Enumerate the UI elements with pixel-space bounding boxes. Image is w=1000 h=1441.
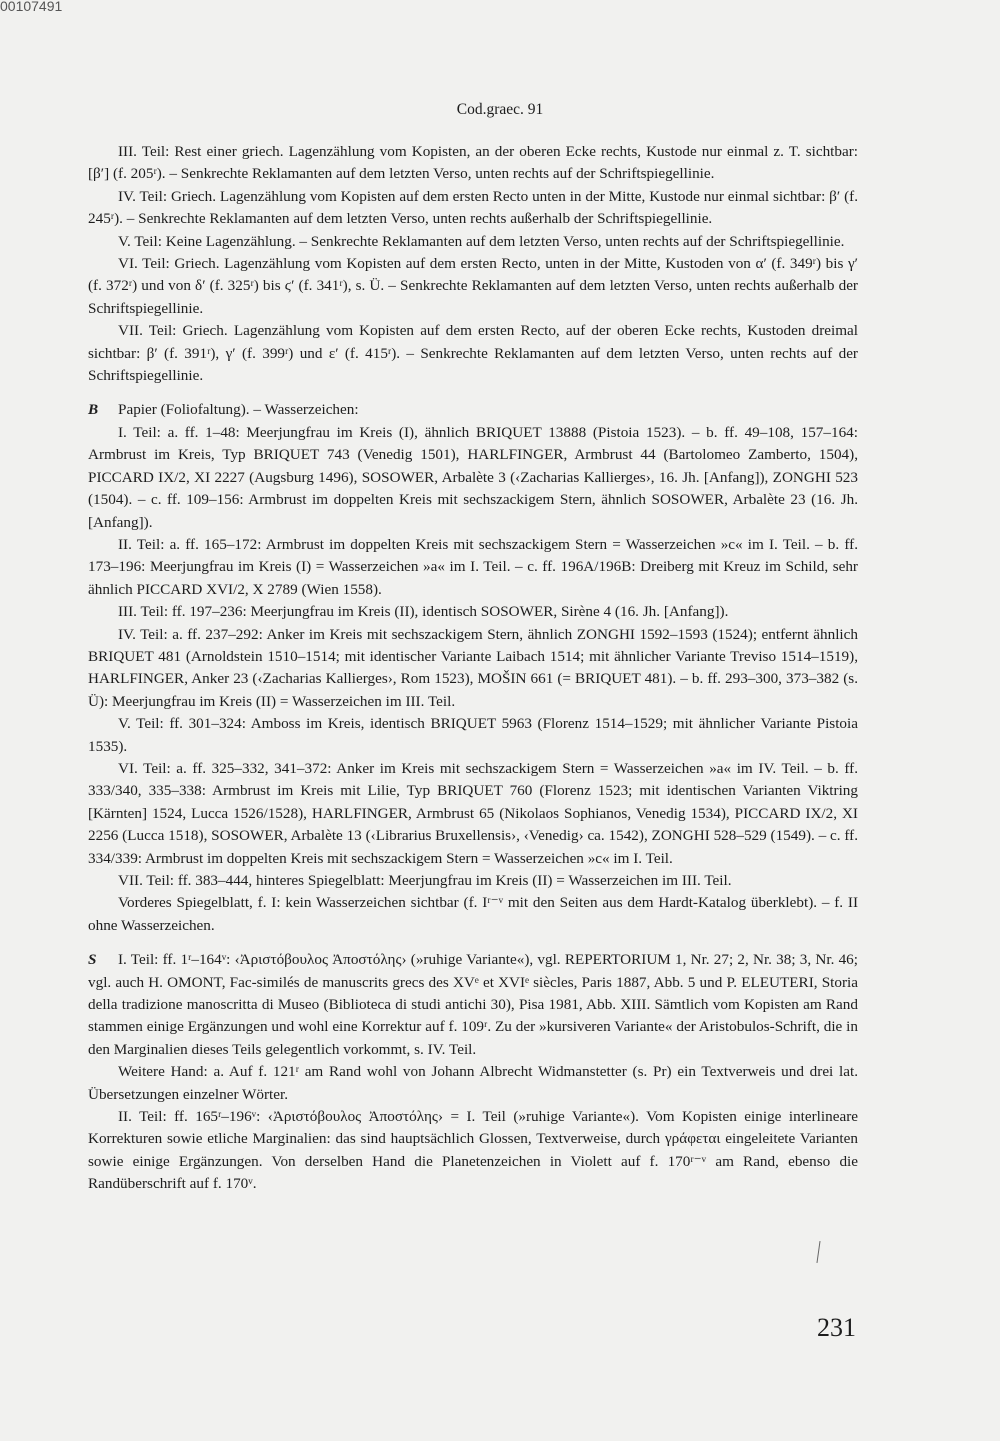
paragraph: VI. Teil: a. ff. 325–332, 341–372: Anker im Kreis mit sechszackigem Stern = Wasserzeichen »a« im IV. Teil. – b. ff. 333/340, 335–338: Armbrust im Kreis mit Lilie, Typ BRIQUET 760 (Florenz 1523; mit identischen Varianten Viktring [Kärnten] 1524, Lucca 1526/1528), HARLFINGER, Armbrust 65 (Nikolaos Sophianos, Venedig 1534), PICCARD IX/2, XI 2256 (Lucca 1518), SOSOWER, Arbalète 13 (‹Librarius Bruxellensis›, ‹Venedig› ca. 1542), ZONGHI 528–529 (1549). – c. ff. 334/339: Armbrust im doppelten Kreis mit sechszackigem Stern = Wasserzeichen »c« im I. Teil. — [88, 759, 858, 867]
paragraph: VII. Teil: ff. 383–444, hinteres Spiegelblatt: Meerjungfrau im Kreis (II) = Wasserzeichen im III. Teil. — [118, 872, 732, 889]
section-b-head-text: Papier (Foliofaltung). – Wasserzeichen: — [118, 401, 359, 419]
page-number: 231 — [817, 1313, 856, 1342]
paragraph: V. Teil: Keine Lagenzählung. – Senkrechte Reklamanten auf dem letzten Verso, unten rechts auf der Schriftspiegellinie. — [118, 232, 845, 250]
pencil-mark — [816, 1241, 820, 1263]
paragraph: III. Teil: ff. 197–236: Meerjungfrau im Kreis (II), identisch SOSOWER, Sirène 4 (16. Jh. [Anfang]). — [118, 603, 729, 621]
section-b-heading — [88, 399, 858, 421]
paragraph: III. Teil: Rest einer griech. Lagenzählung vom Kopisten, an der oberen Ecke rechts, Kustode nur einmal z. T. sichtbar: [β′] (f. 205ʳ). – Senkrechte Reklamanten auf dem letzten Verso, unten rechts auf der Schriftspiegellinie. — [88, 143, 858, 183]
section-letter-s: S — [88, 951, 97, 969]
paragraph: I. Teil: a. ff. 1–48: Meerjungfrau im Kreis (I), ähnlich BRIQUET 13888 (Pistoia 1523). – b. ff. 49–108, 157–164: Armbrust im Kreis, Typ BRIQUET 743 (Venedig 1501), HARLFINGER, Armbrust 44 (Bartolomeo Zamberto, 1504), PICCARD IX/2, XI 2227 (Augsburg 1496), SOSOWER, Arbalète 3 (‹Zacharias Kallierges›, 16. Jh. [Anfang]), ZONGHI 523 (1504). – c. ff. 109–156: Armbrust im doppelten Kreis mit sechszackigem Stern, ähnlich SOSOWER, Arbalète 23 (16. Jh. [Anfang]). — [88, 423, 858, 531]
paragraph: II. Teil: ff. 165ʳ–196ᵛ: ‹Ἀριστόβουλος Ἀποστόλης› = I. Teil (»ruhige Variante«). Vom Kopisten einige interlineare Korrekturen sowie etliche Marginalien: das sind hauptsächlich Glossen, Textverweise, durch γράφεται eingeleitete Varianten sowie einige Ergänzungen. Von derselben Hand die Planetenzeichen in Violett auf f. 170ʳ⁻ᵛ am Rand, ebenso die Randüberschrift auf f. 170ᵛ. — [88, 1108, 858, 1193]
paragraph: IV. Teil: Griech. Lagenzählung vom Kopisten auf dem ersten Recto unten in der Mitte, Kustode nur einmal sichtbar: β′ (f. 245ʳ). – Senkrechte Reklamanten auf dem letzten Verso, unten rechts außerhalb der Schriftspiegellinie. — [88, 187, 858, 228]
paragraph: V. Teil: ff. 301–324: Amboss im Kreis, identisch BRIQUET 5963 (Florenz 1514–1529; mit ähnlicher Variante Pistoia 1535). — [88, 715, 858, 755]
section-s-head-text: I. Teil: ff. 1ʳ–164ᵛ: ‹Ἀριστόβουλος Ἀποστόλης› (»ruhige Variante«), vgl. REPERTORIUM 1, Nr. 27; 2, Nr. 38; 3, Nr. 46; vgl. auch H. OMONT, Fac-similés de manuscrits grecs des XVᵉ et XVIᵉ siècles, Paris 1887, Abb. 5 und P. ELEUTERI, Storia della tradizione manoscritta di Museo (Biblioteca di studi antichi 30), Pisa 1981, Abb. XIII. Sämtlich vom Kopisten am Rand stammen einige Ergänzungen und wohl eine Korrektur auf f. 109ʳ. Zu der »kursiveren Variante« der Aristobulos-Schrift, die in den Marginalien dieses Teils gelegentlich vorkommt, s. IV. Teil. — [88, 951, 858, 1058]
catalog-entry-body — [88, 141, 858, 1196]
paragraph: VII. Teil: Griech. Lagenzählung vom Kopisten auf dem ersten Recto, auf der oberen Ecke rechts, Kustoden dreimal sichtbar: β′ (f. 391ʳ), γ′ (f. 399ʳ) und ε′ (f. 415ʳ). – Senkrechte Reklamanten auf dem letzten Verso, unten rechts auf der Schriftspiegellinie. — [88, 322, 858, 385]
section-s-heading — [88, 949, 858, 1061]
scan-id: 00107491 — [0, 0, 63, 14]
paragraph: IV. Teil: a. ff. 237–292: Anker im Kreis mit sechszackigem Stern, ähnlich ZONGHI 1592–1593 (1524); entfernt ähnlich BRIQUET 481 (Arnoldstein 1510–1514; mit identischer Variante Laibach 1514; mit ähnlicher Variante Treviso 1514–1519), HARLFINGER, Anker 23 (‹Zacharias Kallierges›, Rom 1523), MOŠIN 661 (= BRIQUET 481). – b. ff. 293–300, 373–382 (s. Ü): Meerjungfrau im Kreis (II) = Wasserzeichen im III. Teil. — [88, 625, 858, 710]
paragraph: Vorderes Spiegelblatt, f. I: kein Wasserzeichen sichtbar (f. Iʳ⁻ᵛ mit den Seiten aus dem Hardt-Katalog überklebt). – f. II ohne Wasserzeichen. — [88, 894, 858, 934]
paragraph: II. Teil: a. ff. 165–172: Armbrust im doppelten Kreis mit sechszackigem Stern = Wasserzeichen »c« im I. Teil. – b. ff. 173–196: Meerjungfrau im Kreis (I) = Wasserzeichen »a« im I. Teil. – c. ff. 196A/196B: Dreiberg mit Kreuz im Schild, sehr ähnlich PICCARD XVI/2, X 2789 (Wien 1558). — [88, 535, 858, 598]
section-letter-b: B — [88, 401, 99, 419]
running-head: Cod.graec. 91 — [456, 101, 544, 118]
paragraph: VI. Teil: Griech. Lagenzählung vom Kopisten auf dem ersten Recto, unten in der Mitte, Kustoden von α′ (f. 349ʳ) bis γ′ (f. 372ʳ) und von δ′ (f. 325ʳ) bis ϛ′ (f. 341ʳ), s. Ü. – Senkrechte Reklamanten auf dem letzten Verso, unten rechts außerhalb der Schriftspiegellinie. — [88, 255, 858, 317]
paragraph: Weitere Hand: a. Auf f. 121ʳ am Rand wohl von Johann Albrecht Widmanstetter (s. Pr) ein Textverweis und drei lat. Übersetzungen einzelner Wörter. — [88, 1063, 858, 1103]
